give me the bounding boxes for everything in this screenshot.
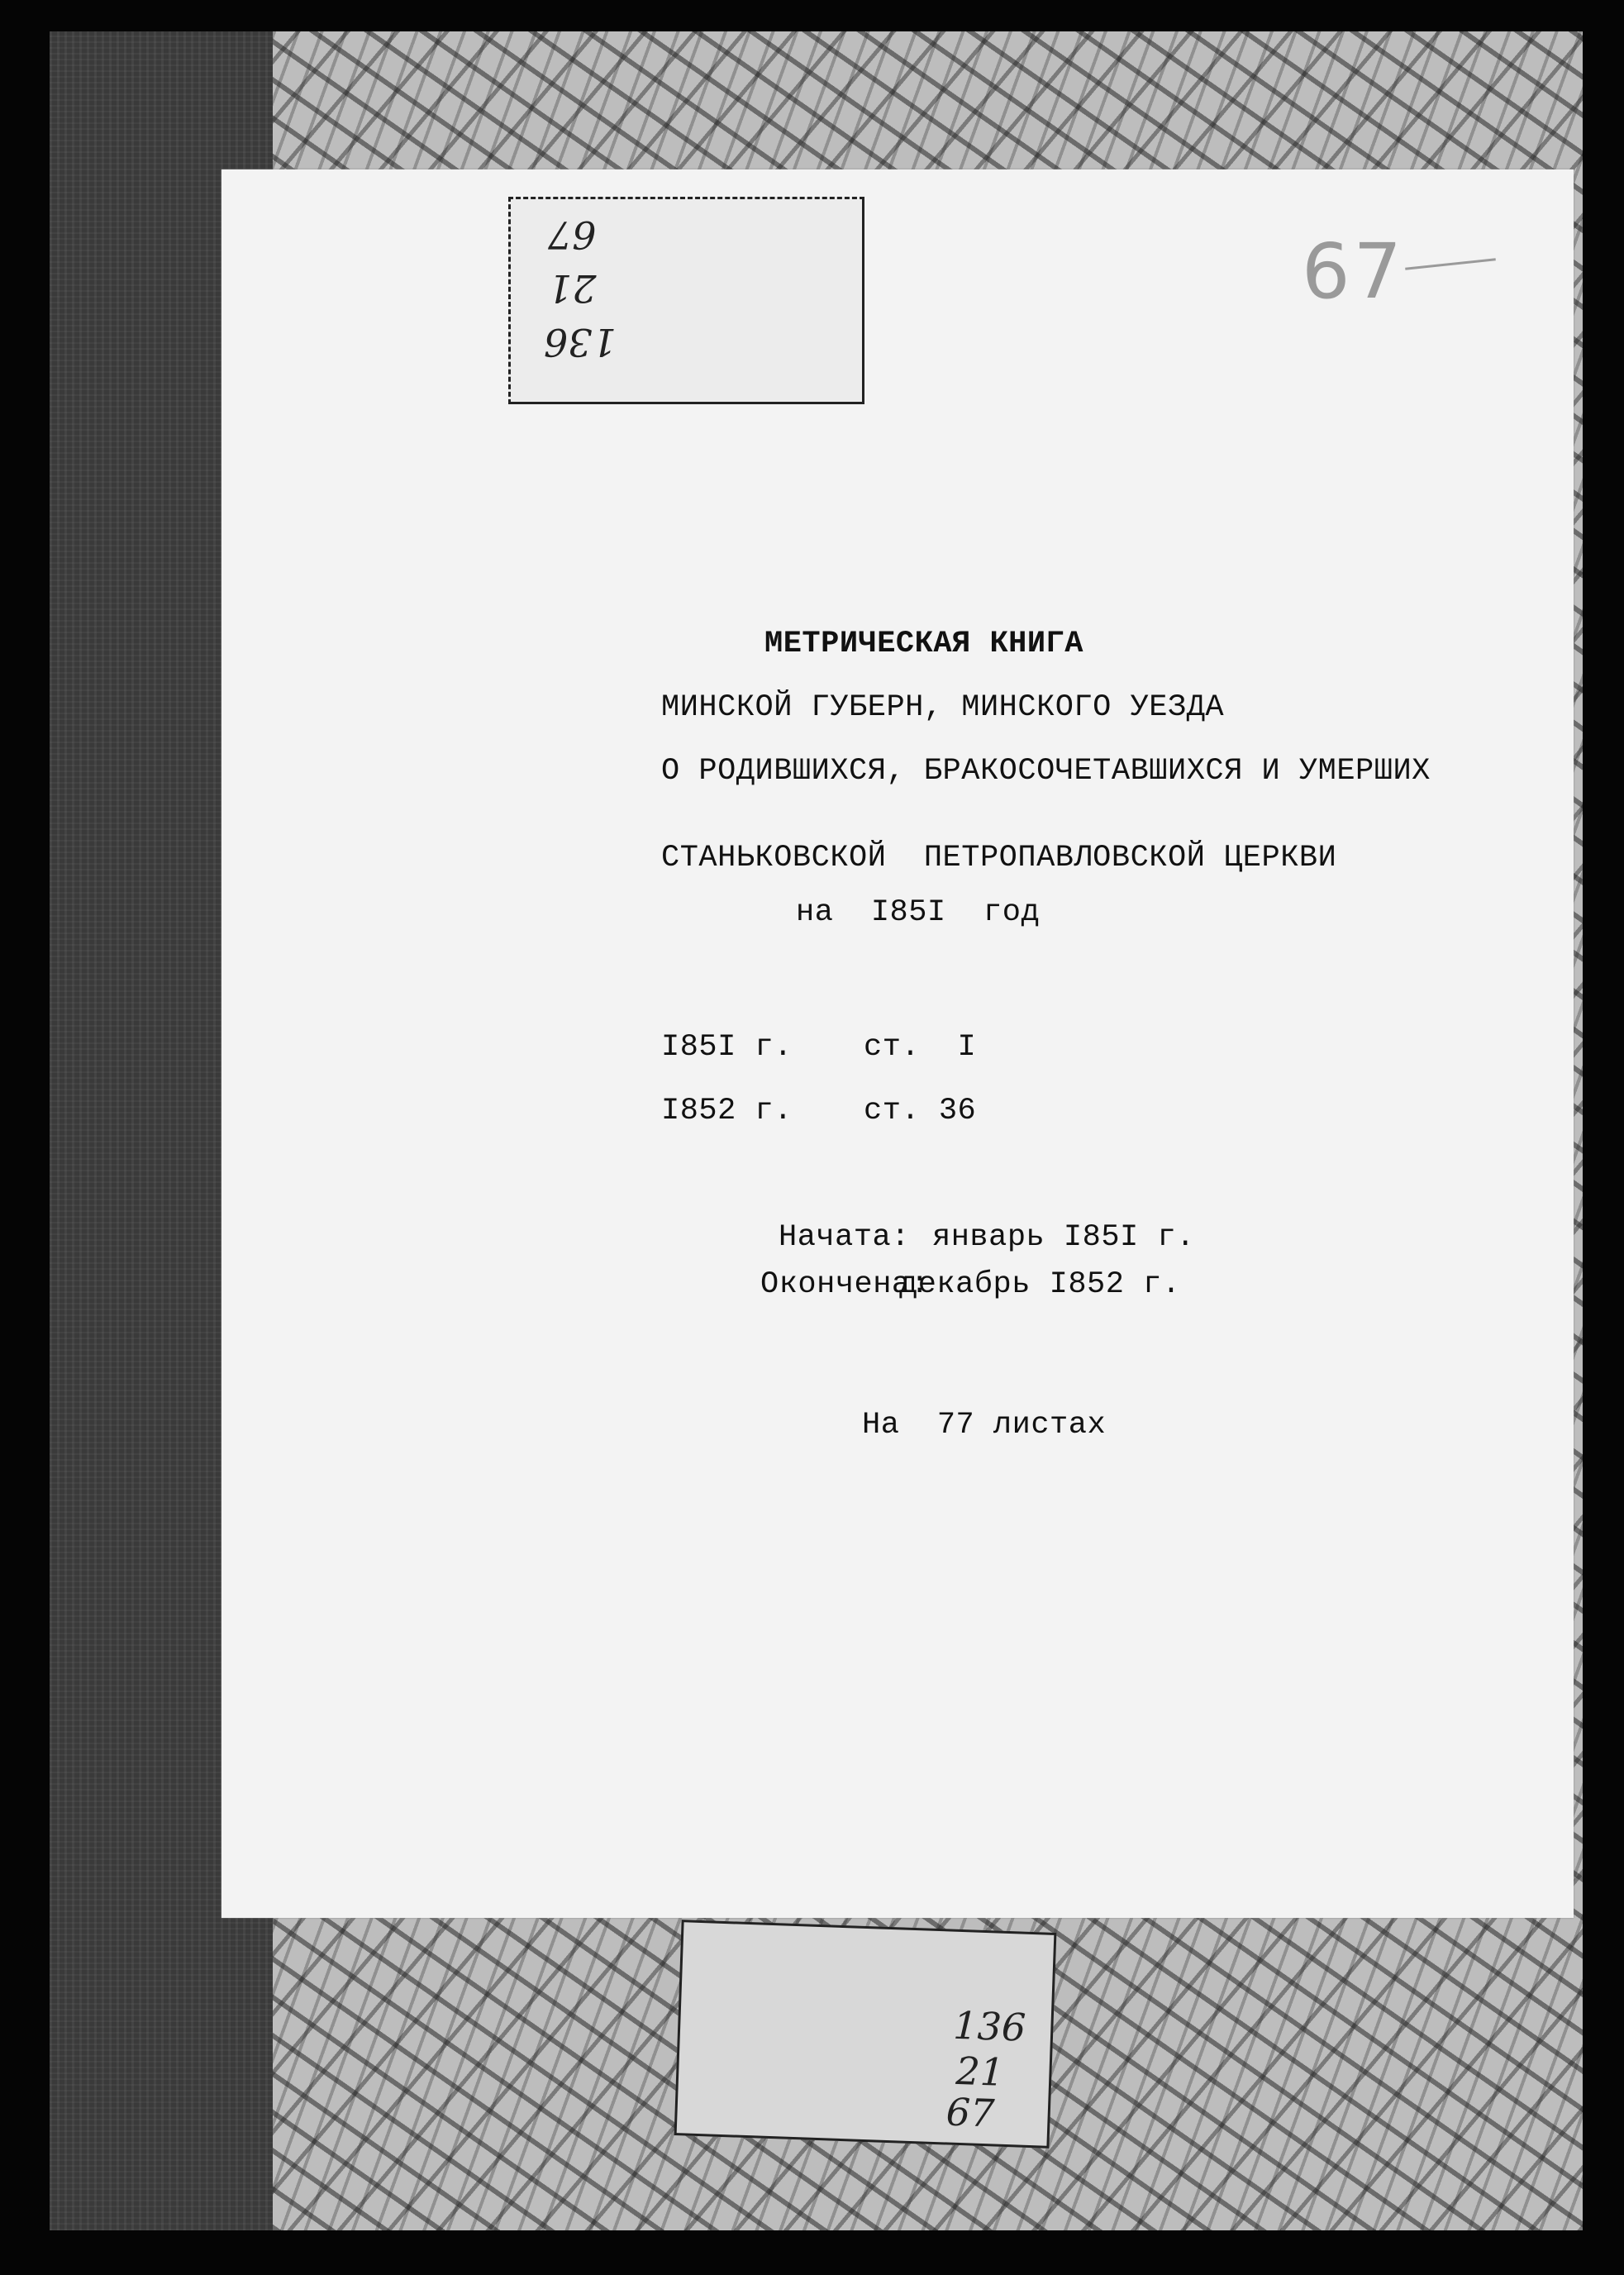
stamp-bottom-line-1: 136 bbox=[952, 2002, 1027, 2050]
document-line-3: О РОДИВШИХСЯ, БРАКОСОЧЕТАВШИХСЯ И УМЕРШИХ bbox=[661, 754, 1431, 789]
year-2-ref: ст. 36 bbox=[864, 1094, 977, 1128]
document-line-5: на I85I год bbox=[796, 895, 1041, 930]
stamp-top-line-3: 67 bbox=[548, 212, 597, 257]
sheet-count: На 77 листах bbox=[862, 1408, 1107, 1443]
started-label: Начата: bbox=[779, 1220, 910, 1255]
ended-value: декабрь I852 г. bbox=[899, 1267, 1181, 1302]
year-1-ref: ст. I bbox=[864, 1030, 977, 1065]
folio-number: 67 bbox=[1302, 227, 1406, 316]
year-2: I852 г. bbox=[661, 1094, 793, 1128]
archive-stamp-bottom bbox=[674, 1920, 1057, 2149]
document-line-2: МИНСКОЙ ГУБЕРН, МИНСКОГО УЕЗДА bbox=[661, 690, 1225, 725]
started-value: январь I85I г. bbox=[932, 1220, 1195, 1255]
document-line-4: СТАНЬКОВСКОЙ ПЕТРОПАВЛОВСКОЙ ЦЕРКВИ bbox=[661, 841, 1337, 875]
stamp-top-line-2: 21 bbox=[548, 266, 597, 311]
archive-stamp-top bbox=[508, 197, 864, 404]
document-title: МЕТРИЧЕСКАЯ КНИГА bbox=[764, 627, 1083, 661]
year-1: I85I г. bbox=[661, 1030, 793, 1065]
stamp-bottom-line-3: 67 bbox=[945, 2089, 996, 2136]
stamp-bottom-line-2: 21 bbox=[955, 2048, 1005, 2095]
ended-label: Окончена: bbox=[760, 1267, 930, 1302]
stamp-top-line-1: 136 bbox=[544, 320, 617, 365]
